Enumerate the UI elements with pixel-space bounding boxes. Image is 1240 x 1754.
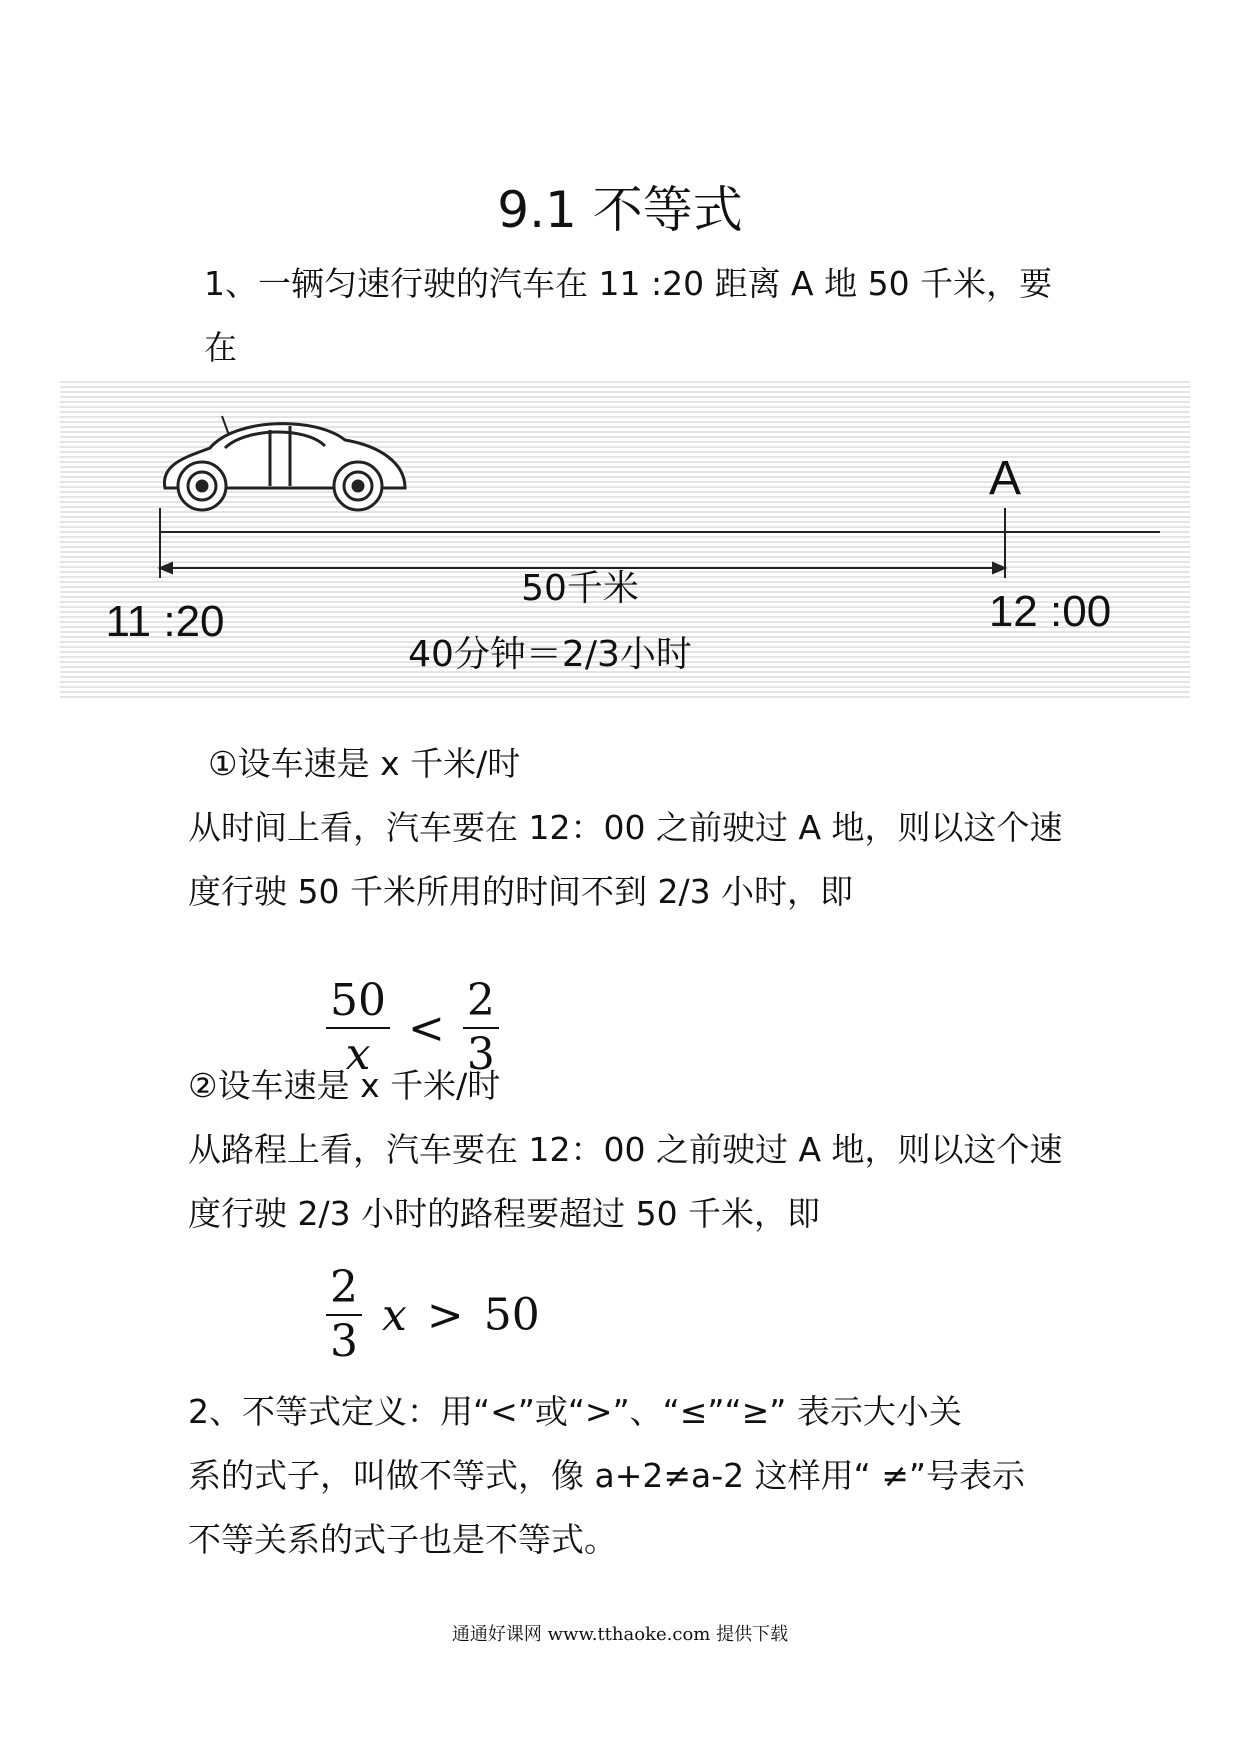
distance-inequality-variable: x	[382, 1289, 407, 1341]
car-icon	[164, 416, 405, 510]
time-fraction-left-numerator: 50	[326, 975, 390, 1029]
distance-inequality-rhs: 50	[483, 1289, 540, 1341]
start-time-label: 11 :20	[105, 597, 225, 646]
figure-drawing	[60, 378, 1190, 698]
method-2-line-1: 从路程上看，汽车要在 12：00 之前驶过 A 地，则以这个速	[188, 1130, 1063, 1169]
time-fraction-left-denominator: x	[345, 1029, 371, 1080]
time-fraction-right-numerator: 2	[463, 975, 499, 1029]
distance-label: 50千米	[521, 568, 639, 609]
question-1-line-1: 1、一辆匀速行驶的汽车在 11 :20 距离 A 地 50 千米，要在	[204, 264, 1053, 367]
method-2-line-2: 度行驶 2/3 小时的路程要超过 50 千米，即	[188, 1194, 821, 1233]
method-2-explanation	[188, 1118, 1068, 1246]
duration-label: 40分钟＝2/3小时	[408, 634, 692, 675]
distance-inequality-operator: >	[426, 1289, 464, 1341]
method-1-setup: ①设车速是 x 千米/时	[208, 744, 521, 783]
method-1-line-1: 从时间上看，汽车要在 12：00 之前驶过 A 地，则以这个速	[188, 808, 1063, 847]
time-fraction-right-denominator: 3	[466, 1029, 495, 1080]
definition-section	[188, 1380, 1068, 1572]
definition-line-1: 2、不等式定义：用“<”或“>”、“≤”“≥” 表示大小关	[188, 1392, 962, 1431]
end-time-label: 12 :00	[988, 587, 1112, 636]
car-distance-figure	[60, 378, 1190, 698]
page-title: 9.1 不等式	[497, 181, 743, 239]
footer-source: 通通好课网 www.tthaoke.com 提供下载	[451, 1624, 789, 1645]
time-inequality-operator: <	[408, 1002, 445, 1054]
distance-fraction-numerator: 2	[326, 1262, 362, 1316]
distance-fraction	[326, 1262, 362, 1368]
definition-line-2: 系的式子，叫做不等式，像 a+2≠a-2 这样用“ ≠”号表示	[188, 1456, 1025, 1495]
method-1-explanation	[188, 796, 1068, 924]
method-2-setup: ②设车速是 x 千米/时	[188, 1066, 501, 1105]
definition-line-3: 不等关系的式子也是不等式。	[188, 1520, 617, 1559]
point-a-label: A	[988, 452, 1022, 505]
distance-fraction-denominator: 3	[330, 1316, 358, 1367]
distance-inequality	[326, 1262, 540, 1368]
method-1-line-2: 度行驶 50 千米所用的时间不到 2/3 小时，即	[188, 872, 854, 911]
